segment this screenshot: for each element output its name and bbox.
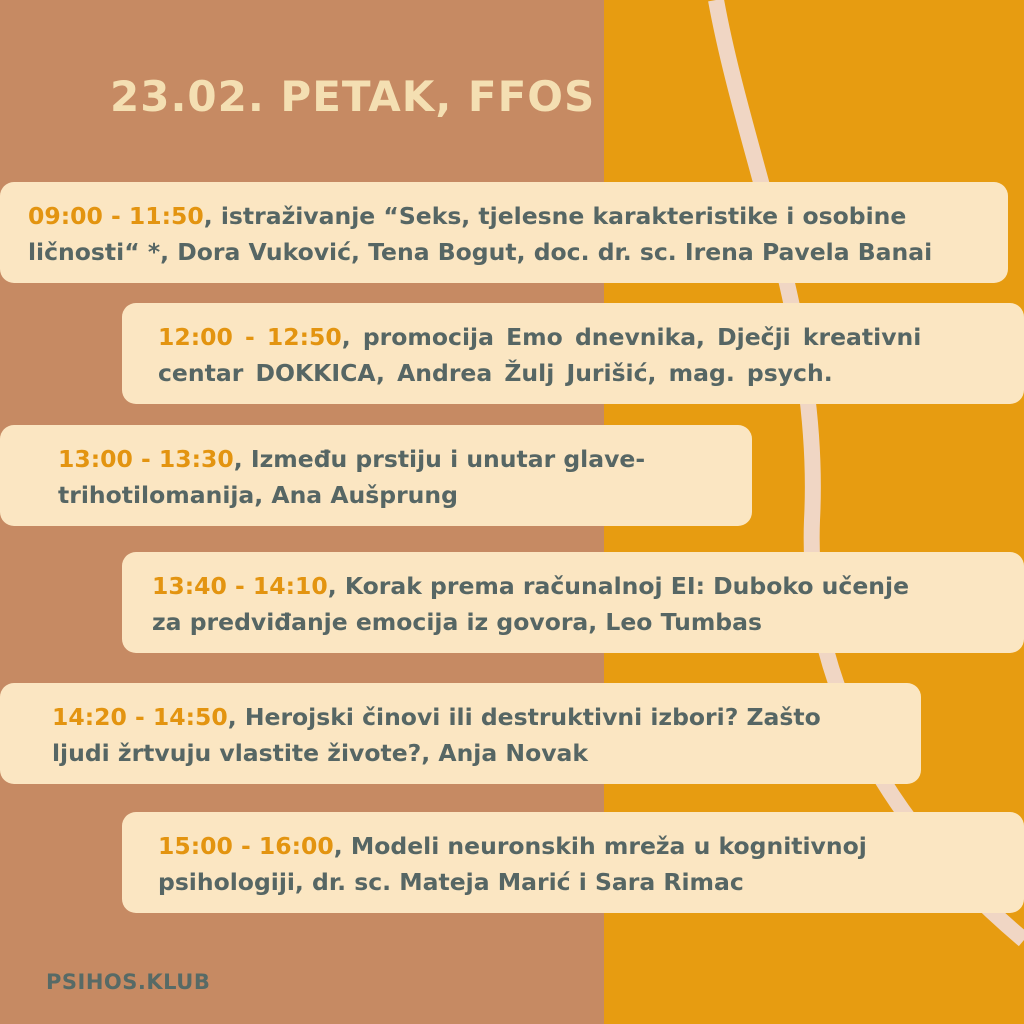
schedule-item bbox=[122, 303, 1024, 404]
schedule-item bbox=[122, 552, 1024, 653]
schedule-text: , Modeli neuronskih mreža u kognitivnoj bbox=[333, 832, 867, 860]
schedule-time: 14:20 - 14:50 bbox=[52, 703, 228, 731]
schedule-item bbox=[122, 812, 1024, 913]
schedule-time: 13:40 - 14:10 bbox=[152, 572, 328, 600]
schedule-line-2: ljudi žrtvuju vlastite živote?, Anja Novak bbox=[52, 739, 589, 767]
schedule-item bbox=[0, 425, 752, 526]
schedule-line-2: za predviđanje emocija iz govora, Leo Tumbas bbox=[152, 608, 762, 636]
schedule-text: , promocija Emo dnevnika, Dječji kreativni bbox=[341, 323, 922, 351]
schedule-line-1 bbox=[28, 198, 1008, 234]
schedule-time: 12:00 - 12:50 bbox=[158, 323, 342, 351]
schedule-line-2: trihotilomanija, Ana Aušprung bbox=[58, 481, 458, 509]
schedule-line-2: psihologiji, dr. sc. Mateja Marić i Sara Rimac bbox=[158, 868, 744, 896]
schedule-time: 15:00 - 16:00 bbox=[158, 832, 334, 860]
schedule-line-1 bbox=[58, 441, 752, 477]
schedule-line-2: ličnosti“ *, Dora Vuković, Tena Bogut, doc. dr. sc. Irena Pavela Banai bbox=[28, 238, 933, 266]
footer-handle: PSIHOS.KLUB bbox=[46, 970, 211, 994]
schedule-time: 13:00 - 13:30 bbox=[58, 445, 234, 473]
schedule-line-1 bbox=[158, 319, 1024, 355]
schedule-line-2: centar DOKKICA, Andrea Žulj Jurišić, mag. psych. bbox=[158, 359, 833, 387]
schedule-line-1 bbox=[152, 568, 1024, 604]
page-title: 23.02. PETAK, FFOS bbox=[110, 72, 596, 121]
schedule-time: 09:00 - 11:50 bbox=[28, 202, 204, 230]
schedule-text: , Između prstiju i unutar glave- bbox=[233, 445, 646, 473]
schedule-line-1 bbox=[52, 699, 921, 735]
schedule-text: , Herojski činovi ili destruktivni izbori? Zašto bbox=[227, 703, 821, 731]
schedule-line-1 bbox=[158, 828, 1024, 864]
schedule-text: , Korak prema računalnoj EI: Duboko učenje bbox=[327, 572, 910, 600]
schedule-text: , istraživanje “Seks, tjelesne karakteristike i osobine bbox=[203, 202, 907, 230]
schedule-item bbox=[0, 182, 1008, 283]
schedule-item bbox=[0, 683, 921, 784]
